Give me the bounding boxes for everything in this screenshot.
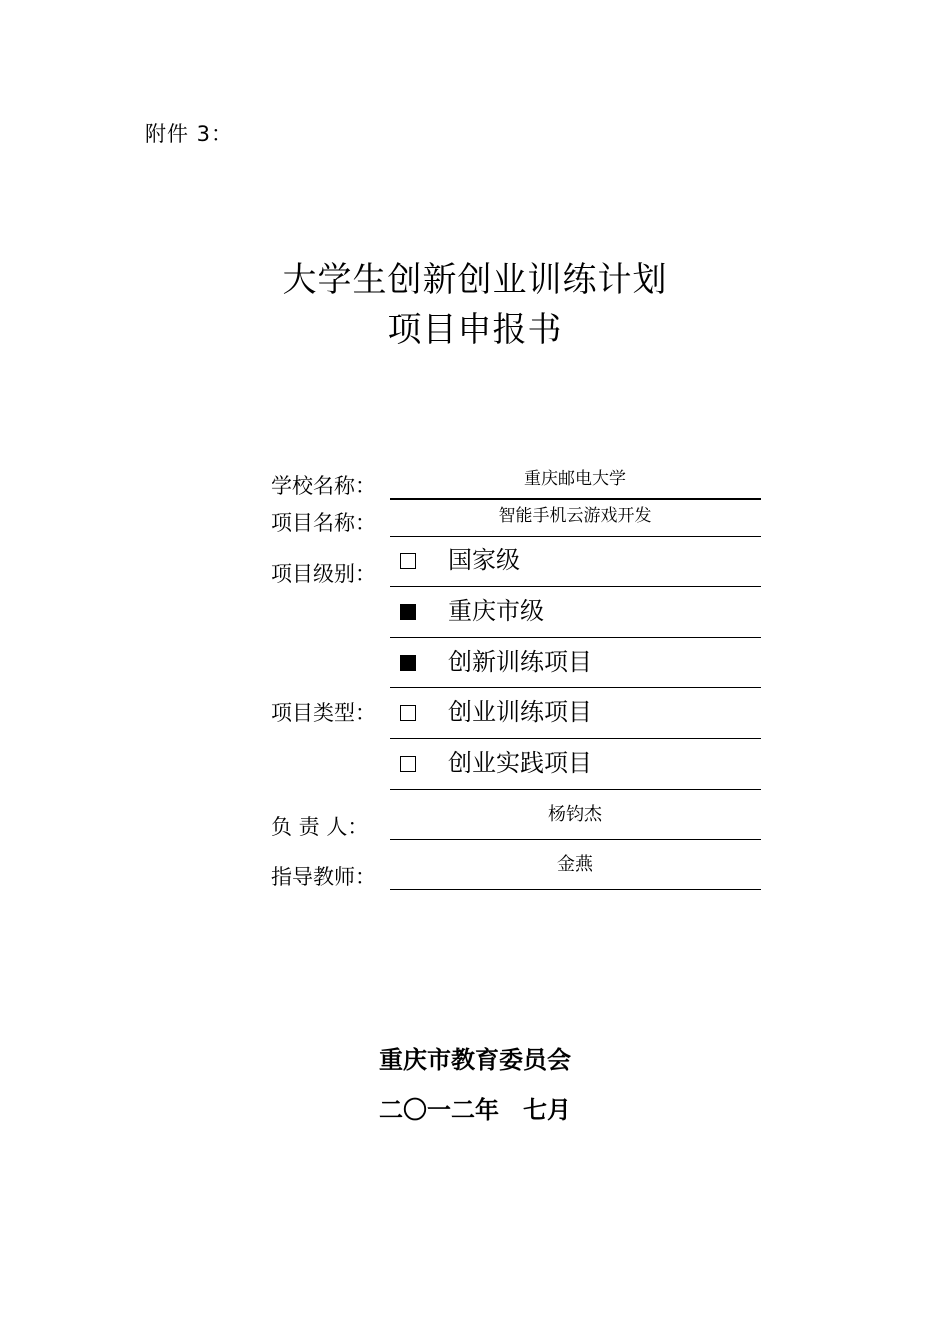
advisor-value: 金燕 (557, 854, 593, 875)
school-name-underline (390, 498, 761, 500)
advisor-underline (390, 889, 761, 890)
leader-value: 杨钧杰 (548, 804, 602, 825)
issue-date: 二〇一二年 七月 (379, 1096, 571, 1124)
level-option-label: 国家级 (448, 546, 520, 574)
advisor-label: 指导教师： (271, 865, 376, 889)
checkbox-icon[interactable] (400, 553, 416, 569)
project-type-label: 项目类型： (271, 701, 376, 725)
type-divider (390, 738, 761, 739)
document-subtitle: 项目申报书 (387, 310, 563, 350)
level-underline (390, 637, 761, 638)
checkbox-icon[interactable] (400, 756, 416, 772)
checkbox-icon[interactable] (400, 705, 416, 721)
project-name-underline (390, 536, 761, 537)
level-option-label: 重庆市级 (448, 597, 544, 625)
attachment-label: 附件 3： (145, 122, 234, 146)
type-divider (390, 687, 761, 688)
checkbox-checked-icon[interactable] (400, 604, 416, 620)
school-name-value: 重庆邮电大学 (524, 469, 626, 489)
type-option-innovation[interactable] (400, 642, 592, 677)
project-name-value: 智能手机云游戏开发 (498, 506, 652, 526)
type-option-entrepreneurship-training[interactable] (400, 692, 592, 727)
type-option-label: 创业实践项目 (448, 749, 592, 777)
project-name-label: 项目名称： (271, 511, 376, 535)
issuing-organization: 重庆市教育委员会 (379, 1046, 571, 1074)
level-option-national[interactable] (400, 540, 520, 575)
level-option-municipal[interactable] (400, 591, 544, 626)
type-underline (390, 789, 761, 790)
leader-label: 负 责 人： (271, 815, 369, 839)
checkbox-checked-icon[interactable] (400, 655, 416, 671)
level-divider (390, 586, 761, 587)
document-title: 大学生创新创业训练计划 (282, 260, 668, 300)
project-level-label: 项目级别： (271, 562, 376, 586)
school-name-label: 学校名称： (271, 474, 376, 498)
type-option-entrepreneurship-practice[interactable] (400, 743, 592, 778)
type-option-label: 创业训练项目 (448, 698, 592, 726)
leader-underline (390, 839, 761, 840)
type-option-label: 创新训练项目 (448, 648, 592, 676)
